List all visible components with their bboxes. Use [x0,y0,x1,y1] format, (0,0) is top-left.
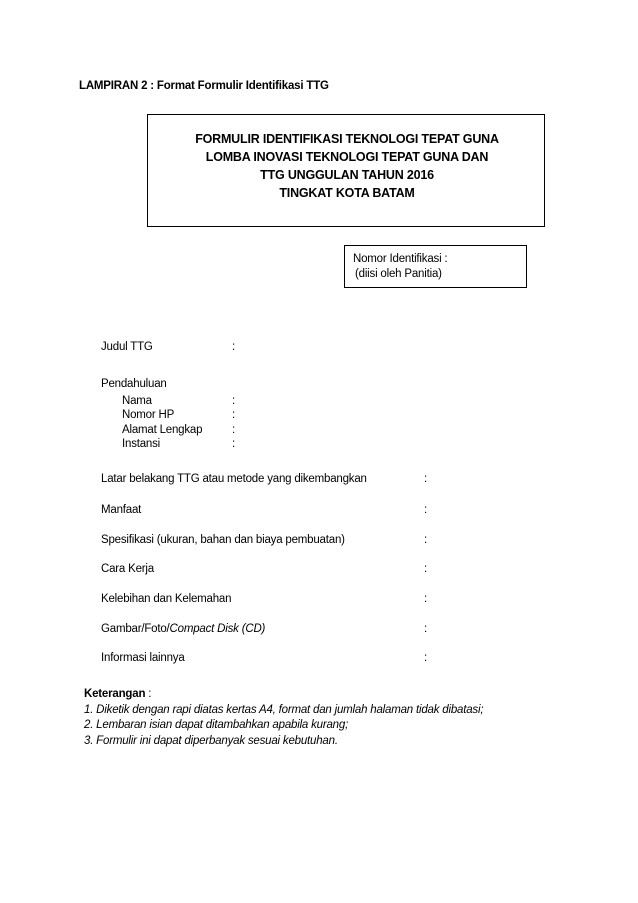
section-kelebihan-colon: : [424,593,427,605]
field-nomor-hp-colon: : [232,409,235,421]
lampiran-heading: LAMPIRAN 2 : Format Formulir Identifikasi TTG [79,80,329,92]
section-kelebihan-label: Kelebihan dan Kelemahan [101,593,232,605]
section-cara-kerja-colon: : [424,563,427,575]
section-latar-belakang-colon: : [424,473,427,485]
nomor-identifikasi-label: Nomor Identifikasi : [353,253,448,265]
title-line-2: LOMBA INOVASI TEKNOLOGI TEPAT GUNA DAN [205,150,489,164]
section-gambar-label [101,623,265,635]
section-gambar-prefix: Gambar/Foto/ [101,623,170,635]
title-line-3: TTG UNGGULAN TAHUN 2016 [260,168,434,182]
section-informasi-label: Informasi lainnya [101,652,185,664]
title-line-4: TINGKAT KOTA BATAM [279,186,415,200]
field-instansi-colon: : [232,438,235,450]
field-nama-label: Nama [122,395,152,407]
field-alamat-label: Alamat Lengkap [122,424,203,436]
field-nomor-hp-label: Nomor HP [122,409,175,421]
nomor-identifikasi-note: (diisi oleh Panitia) [355,268,442,280]
keterangan-title: Keterangan [84,688,146,700]
section-latar-belakang-label: Latar belakang TTG atau metode yang dikembangkan [101,473,367,485]
section-informasi-colon: : [424,652,427,664]
keterangan-item-2: 2. Lembaran isian dapat ditambahkan apabila kurang; [84,719,349,731]
judul-ttg-label: Judul TTG [101,341,153,353]
section-gambar-italic: Compact Disk (CD) [169,623,266,635]
section-manfaat-colon: : [424,504,427,516]
field-instansi-label: Instansi [122,438,161,450]
title-box [147,114,545,227]
section-spesifikasi-colon: : [424,534,427,546]
keterangan-colon: : [145,688,152,700]
title-line-1: FORMULIR IDENTIFIKASI TEKNOLOGI TEPAT GUNA [195,132,499,146]
keterangan-item-1: 1. Diketik dengan rapi diatas kertas A4, format dan jumlah halaman tidak dibatasi; [84,704,484,716]
field-nama-colon: : [232,395,235,407]
judul-ttg-colon: : [232,341,235,353]
section-manfaat-label: Manfaat [101,504,142,516]
section-spesifikasi-label: Spesifikasi (ukuran, bahan dan biaya pembuatan) [101,534,345,546]
keterangan-heading [84,688,151,700]
section-cara-kerja-label: Cara Kerja [101,563,154,575]
nomor-identifikasi-box [344,245,527,288]
field-alamat-colon: : [232,424,235,436]
pendahuluan-label: Pendahuluan [101,378,167,390]
keterangan-item-3: 3. Formulir ini dapat diperbanyak sesuai kebutuhan. [84,735,338,747]
section-gambar-colon: : [424,623,427,635]
